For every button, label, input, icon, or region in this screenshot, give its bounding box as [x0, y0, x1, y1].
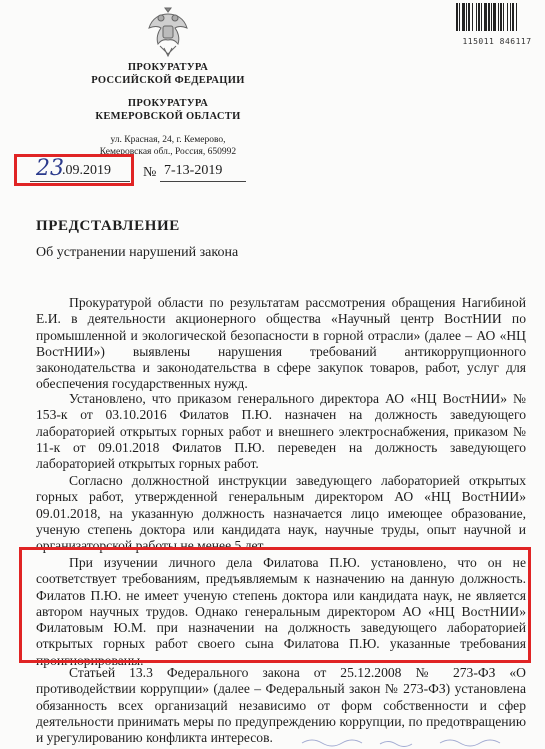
barcode-icon	[455, 3, 539, 31]
number-sign: №	[143, 165, 157, 180]
paragraph-1: Прокуратурой области по результатам рассмотрения обращения Нагибиной Е.И. в деятельности акционерного общества «Научный центр ВостНИИ по промышленной и экологической безопасности в горной отрасли» (далее – АО «НЦ ВостНИИ») выявлены нарушения требований антикоррупционного законодательства и законодательства в сфере закупок товаров, работ, услуг для обеспечения государственных нужд.	[36, 295, 526, 392]
document-number: 7-13-2019	[164, 163, 223, 178]
org-line-1: ПРОКУРАТУРА	[127, 62, 209, 73]
region-name	[48, 97, 288, 123]
handwritten-date: 23	[36, 156, 64, 181]
barcode-number: 115011 846117	[462, 37, 532, 46]
paragraph-5: Статьей 13.3 Федерального закона от 25.12.2008 № 273-ФЗ «О противодействии коррупции» (далее – Федеральный закон № 273-ФЗ) установлена обязанность всех организаций независимо от форм собственности и сфер деятельности принимать меры по предупреждению коррупции, по предотвращению и урегулированию конфликта интересов.	[36, 665, 526, 746]
org-name	[48, 61, 288, 87]
paragraph-highlight-box	[19, 547, 531, 663]
document-subtitle: Об устранении нарушений закона	[36, 245, 239, 260]
date-highlight-box	[14, 154, 134, 186]
paragraph-3: Согласно должностной инструкции заведующего лабораторией открытых горных работ, утвержденной генеральным директором АО «НЦ ВостНИИ» 09.01.2018, на указанную должность назначается лицо имеющее образование, ученую степень доктора или кандидата наук, научные труды, опыт научной и организаторской работы не менее 5 лет.	[36, 473, 526, 554]
coat-of-arms-icon	[146, 6, 190, 58]
paragraph-4: При изучении личного дела Филатова П.Ю. установлено, что он не соответствует требованиям, предъявляемым к назначению на данную должность. Филатов П.Ю. не имеет ученую степень доктора или кандидата наук, не является автором научных трудов. Однако генеральным директором АО «НЦ ВостНИИ» Филатовым Ю.М. при назначении на должность заведующего лабораторией открытых горных работ своего сына Филатова П.Ю. указанные требования проигнорированы.	[36, 555, 526, 668]
document-title: ПРЕДСТАВЛЕНИЕ	[36, 218, 180, 234]
date-printed: .09.2019	[62, 163, 111, 178]
region-line-2: КЕМЕРОВСКОЙ ОБЛАСТИ	[95, 111, 241, 122]
address-line-1: ул. Красная, 24, г. Кемерово,	[110, 135, 226, 145]
handwritten-note-mark	[300, 735, 530, 749]
region-line-1: ПРОКУРАТУРА	[127, 98, 209, 109]
barcode	[455, 3, 539, 46]
org-line-2: РОССИЙСКОЙ ФЕДЕРАЦИИ	[91, 75, 245, 86]
paragraph-2: Установлено, что приказом генерального директора АО «НЦ ВостНИИ» № 153-к от 03.10.2016 Филатов П.Ю. назначен на должность заведующего лабораторией открытых горных работ и внешнего электроснабжения, приказом № 11-к от 09.01.2018 Филатов П.Ю. переведен на должность заведующего лабораторией открытых горных работ.	[36, 391, 526, 472]
address-line-2: Кемеровская обл., Россия, 650992	[99, 147, 237, 157]
